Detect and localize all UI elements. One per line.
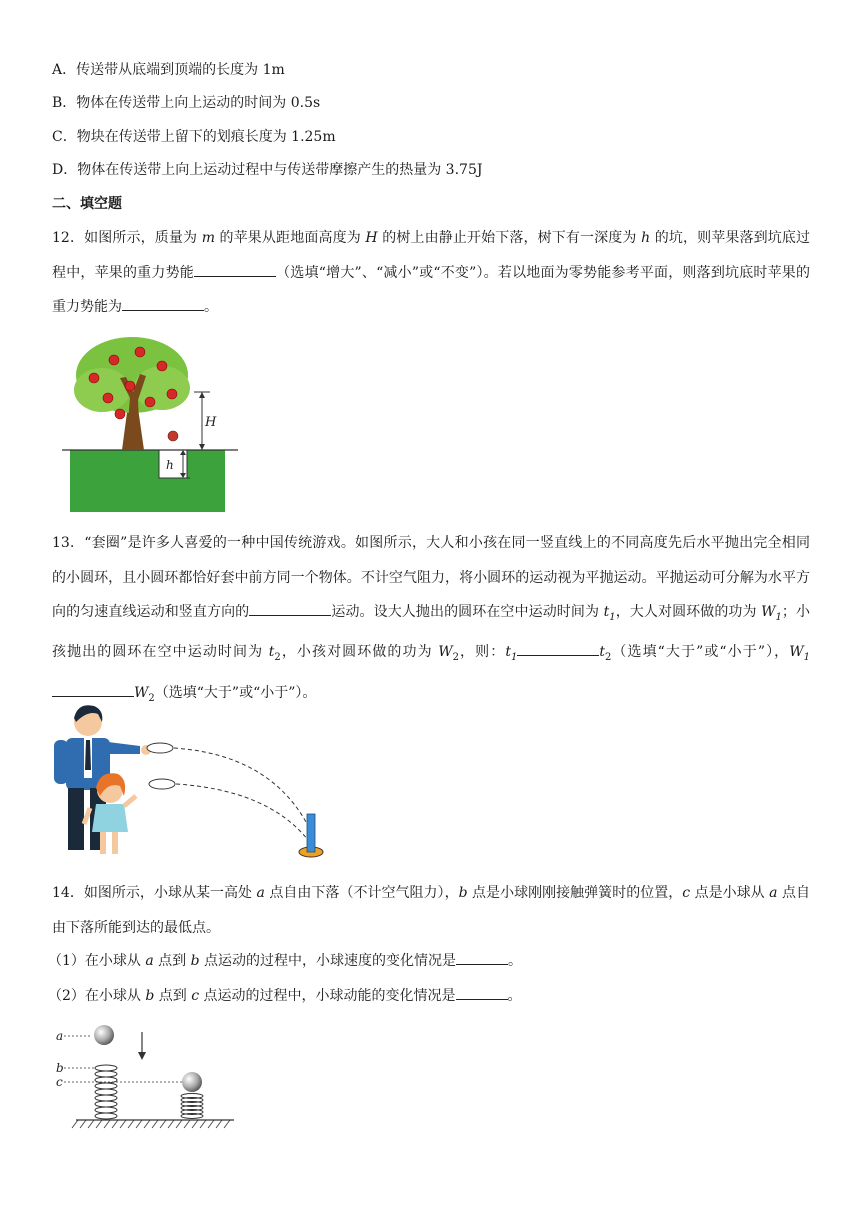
answer-blank[interactable] xyxy=(194,262,276,277)
target-post xyxy=(307,814,315,852)
ball-at-a xyxy=(94,1025,114,1045)
ball-spring-figure xyxy=(50,1020,240,1135)
answer-blank[interactable] xyxy=(52,682,134,697)
answer-blank[interactable] xyxy=(456,985,508,1000)
spring-uncompressed xyxy=(95,1065,117,1119)
question-14: 14．如图所示，小球从某一高处 a 点自由下落（不计空气阻力），b 点是小球刚刚接触弹簧时的位置，c 点是小球从 a 点自由下落所能到达的最低点。 xyxy=(52,885,810,936)
falling-apple xyxy=(168,431,178,441)
answer-blank[interactable] xyxy=(122,296,204,311)
ring-toss-figure xyxy=(48,700,338,865)
answer-blank[interactable] xyxy=(517,641,599,656)
label-c: c xyxy=(56,1075,63,1089)
option-c: C．物块在传送带上留下的划痕长度为 1.25m xyxy=(52,129,336,145)
ball-at-c xyxy=(182,1072,202,1092)
ground xyxy=(70,450,225,512)
apple-tree-figure xyxy=(62,330,242,515)
label-h: h xyxy=(166,458,174,472)
child-ring xyxy=(149,779,175,789)
option-a: A．传送带从底端到顶端的长度为 1m xyxy=(52,62,285,78)
label-H: H xyxy=(205,415,217,430)
question-12: 12．如图所示，质量为 m 的苹果从距地面高度为 H 的树上由静止开始下落，树下有一深度为 h 的坑，则苹果落到坑底过程中，苹果的重力势能 （选填“增大”、“减小”或“不变”）。若以地面为零势能参考平面，则落到坑底时苹果的重力势能为 。 xyxy=(52,230,811,315)
answer-blank[interactable] xyxy=(456,950,508,965)
section-title: 二、填空题 xyxy=(52,196,122,212)
spring-compressed xyxy=(181,1094,203,1119)
label-a: a xyxy=(56,1029,64,1043)
label-b: b xyxy=(56,1061,64,1075)
down-arrow-icon xyxy=(138,1052,146,1060)
adult-ring xyxy=(147,743,173,753)
question-14-part-1: （1）在小球从 a 点到 b 点运动的过程中，小球速度的变化情况是 。 xyxy=(48,950,522,971)
question-14-part-2: （2）在小球从 b 点到 c 点运动的过程中，小球动能的变化情况是 。 xyxy=(48,985,522,1006)
option-d: D．物体在传送带上向上运动过程中与传送带摩擦产生的热量为 3.75J xyxy=(52,162,483,178)
question-13: 13．“套圈”是许多人喜爱的一种中国传统游戏。如图所示，大人和小孩在同一竖直线上的不同高度先后水平抛出完全相同的小圆环，且小圆环都恰好套中前方同一个物体。不计空气阻力，将小圆环的运动视为平抛运动。平抛运动可分解为水平方向的匀速直线运动和竖直方向的 运动。设大人抛出的圆环在空中运动时间为 $t_1$，大人对圆环做的功为 $W_1$；小孩抛出的圆环在空中运动时间为 $t_2$，小孩对圆环做的功为 $W_2$，则：$t_1$ $t_2$（选填“大于”或“小于”），$W_1W_2$（选填“大于”或“小于”）。 xyxy=(52,535,811,704)
answer-blank[interactable] xyxy=(249,601,331,616)
option-b: B．物体在传送带上向上运动的时间为 0.5s xyxy=(52,95,321,111)
